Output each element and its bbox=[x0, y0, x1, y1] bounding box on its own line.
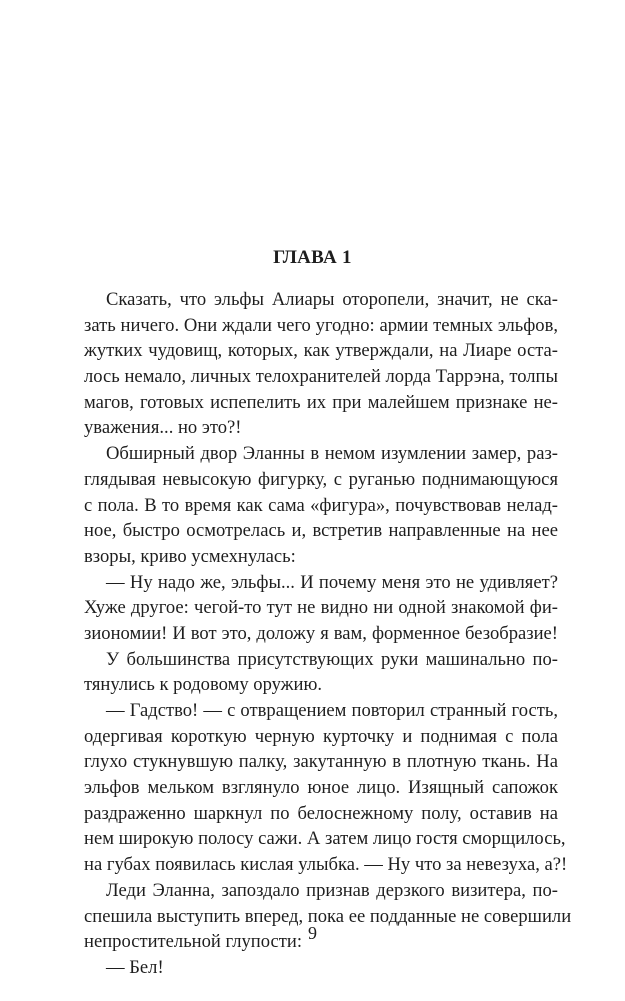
text-line: с пола. В то время как сама «фигура», почувствовав нелад- bbox=[84, 494, 558, 516]
text-line: У большинства присутствующих руки машинально по- bbox=[106, 648, 558, 670]
text-line: зать ничего. Они ждали чего угодно: армии темных эльфов, bbox=[84, 314, 558, 336]
text-line: на губах появилась кислая улыбка. — Ну что за невезуха, а?! bbox=[84, 854, 568, 876]
text-line: глухо стукнувшую палку, закутанную в плотную ткань. На bbox=[84, 751, 558, 773]
text-line: уважения... но это?! bbox=[84, 417, 242, 439]
text-line: нем широкую полосу сажи. А затем лицо гостя сморщилось, bbox=[84, 828, 566, 850]
body-text bbox=[84, 287, 572, 981]
text-line: эльфов мельком взглянуло юное лицо. Изящный сапожок bbox=[84, 777, 558, 799]
text-line: лось немало, личных телохранителей лорда Таррэна, толпы bbox=[84, 366, 558, 388]
text-line: Хуже другое: чегой-то тут не видно ни одной знакомой фи- bbox=[84, 597, 558, 619]
text-line: — Ну надо же, эльфы... И почему меня это не удивляет? bbox=[106, 571, 558, 593]
text-line: зиономии! И вот это, доложу я вам, форменное безобразие! bbox=[84, 622, 558, 644]
text-line: Леди Эланна, запоздало признав дерзкого визитера, по- bbox=[106, 879, 558, 901]
text-line: жутких чудовищ, которых, как утверждали, на Лиаре оста- bbox=[84, 340, 558, 362]
text-line: — Гадство! — с отвращением повторил странный гость, bbox=[106, 700, 558, 721]
text-line: раздраженно шаркнул по белоснежному полу, оставив на bbox=[84, 802, 558, 824]
text-line: ное, быстро осмотрелась и, встретив направленные на нее bbox=[84, 520, 558, 542]
text-line: Обширный двор Эланны в немом изумлении замер, раз- bbox=[106, 443, 558, 465]
chapter-title: ГЛАВА 1 bbox=[273, 247, 352, 268]
page-number: 9 bbox=[308, 923, 317, 943]
text-line: магов, готовых испепелить их при малейшем признаке не- bbox=[84, 391, 558, 413]
text-line: Сказать, что эльфы Алиары оторопели, значит, не ска- bbox=[106, 289, 558, 310]
text-line: спешила выступить вперед, пока ее подданные не совершили bbox=[84, 905, 572, 927]
text-line: тянулись к родовому оружию. bbox=[84, 674, 323, 696]
text-line: взоры, криво усмехнулась: bbox=[84, 545, 296, 567]
text-line: одергивая короткую черную курточку и поднимая с пола bbox=[84, 725, 558, 747]
text-line: — Бел! bbox=[106, 956, 164, 978]
text-line: непростительной глупости: bbox=[84, 931, 302, 953]
text-line: глядывая невысокую фигурку, с руганью поднимающуюся bbox=[84, 468, 558, 490]
